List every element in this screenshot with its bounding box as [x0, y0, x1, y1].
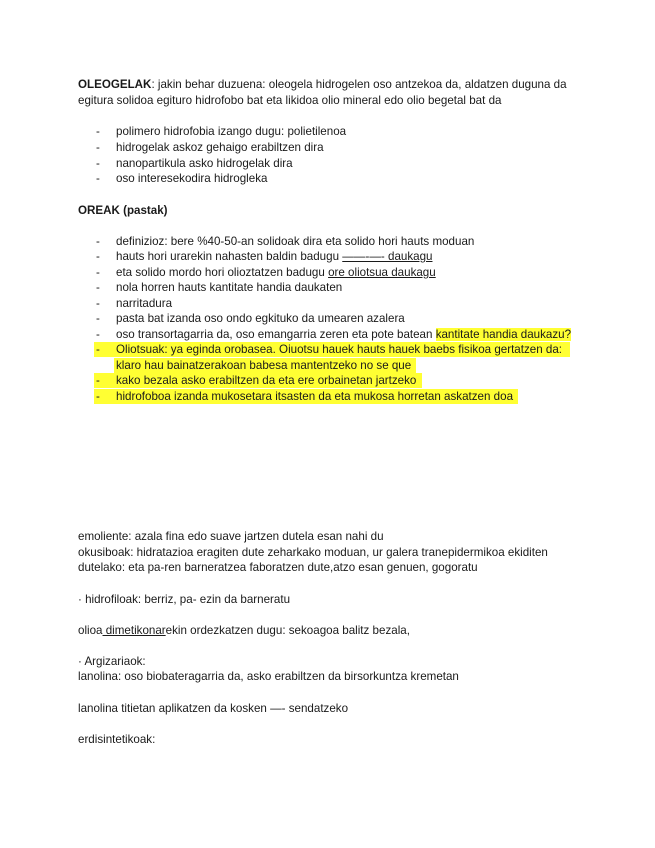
oleogelak-intro-line1: OLEOGELAK: jakin behar duzuena: oleogela hidrogelen oso antzekoa da, aldatzen duguna da — [78, 78, 567, 91]
oleogelak-intro-line2: egitura solidoa egituro hidrofobo bat eta likidoa olio mineral edo olio begetal bat da — [78, 94, 502, 107]
olioa-line: olioa dimetikonarekin ordezkatzen dugu: sekoagoa balitz bezala, — [78, 624, 410, 637]
okusiboak-line: okusiboak: hidratazioa eragiten dute zeharkako moduan, ur galera tranepidermikoa ekiditen — [78, 546, 548, 559]
erdisintetikoak-heading: erdisintetikoak: — [78, 733, 156, 746]
dutelako-line: dutelako: eta pa-ren barneratzea faboratzen dute,atzo esan genuen, gogoratu — [78, 561, 478, 574]
oreak-title: OREAK (pastak) — [78, 204, 168, 217]
lanolina-line1: lanolina: oso biobateragarria da, asko erabiltzen da birsorkuntza kremetan — [78, 670, 459, 683]
emoliente-line: emoliente: azala fina edo suave jartzen dutela esan nahi du — [78, 530, 384, 543]
hidrofiloak-line: · hidrofiloak: berriz, pa- ezin da barneratu — [78, 593, 291, 606]
highlighted-text: kantitate handia daukazu? — [435, 328, 572, 341]
argizariaok-heading: · Argizariaok: — [78, 655, 146, 668]
list-item-continuation: klaro hau bainatzerakoan babesa mantentzeko no se que — [116, 359, 412, 372]
oleogelak-title: OLEOGELAK — [78, 78, 152, 91]
document-page: OLEOGELAK: jakin behar duzuena: oleogela hidrogelen oso antzekoa da, aldatzen duguna da egitura solidoa egituro hidrofobo bat eta likidoa olio mineral edo olio begetal bat da - polimero hidrofobia izango dugu: polietilenoa - hidrogelak askoz gehaigo erabiltzen dira - nanopartikula asko hidrogelak dira - oso interesekodira hidrogleka OREAK (pastak) - definizioz: bere %40-50-an solidoak dira eta solido hori hauts moduan - hauts hori urarekin nahasten baldin badugu ——-—- daukagu - eta solido mordo hori olioztatzen badugu ore oliotsua daukagu - nola horren hauts kantitate handia daukaten - narritadura - pasta bat izanda oso ondo egkituko da umearen azalera - oso transortagarria da, oso emangarria zeren eta pote batean kantitate handia daukazu? - Oliotsuak: ya eginda orobasea. Oiuotsu hauek hauts hauek baebs fisikoa gertatzen da: klaro hau bainatzerakoan babesa mantentzeko no se que - kako bezala asko erabiltzen da eta ere orbainetan jartzeko - hidrofoboa izanda mukosetara itsasten da eta mukosa horretan askatzen doa emoliente: azala fina edo suave jartzen dutela esan nahi du okusiboak: hidratazioa eragiten dute zeharkako moduan, ur galera tranepidermikoa ekiditen dutelako: eta pa-ren barneratzea faboratzen dute,atzo esan genuen, gogoratu · hidrofiloak: berriz, pa- ezin da barneratu olioa dimetikonarekin ordezkatzen dugu: sekoagoa balitz bezala, · Argizariaok: lanolina: oso biobateragarria da, asko erabiltzen da birsorkuntza kremetan lanolina titietan aplikatzen da kosken —- sendatzeko erdisintetikoak: — [78, 78, 572, 746]
lanolina-line2: lanolina titietan aplikatzen da kosken —- sendatzeko — [78, 702, 349, 715]
